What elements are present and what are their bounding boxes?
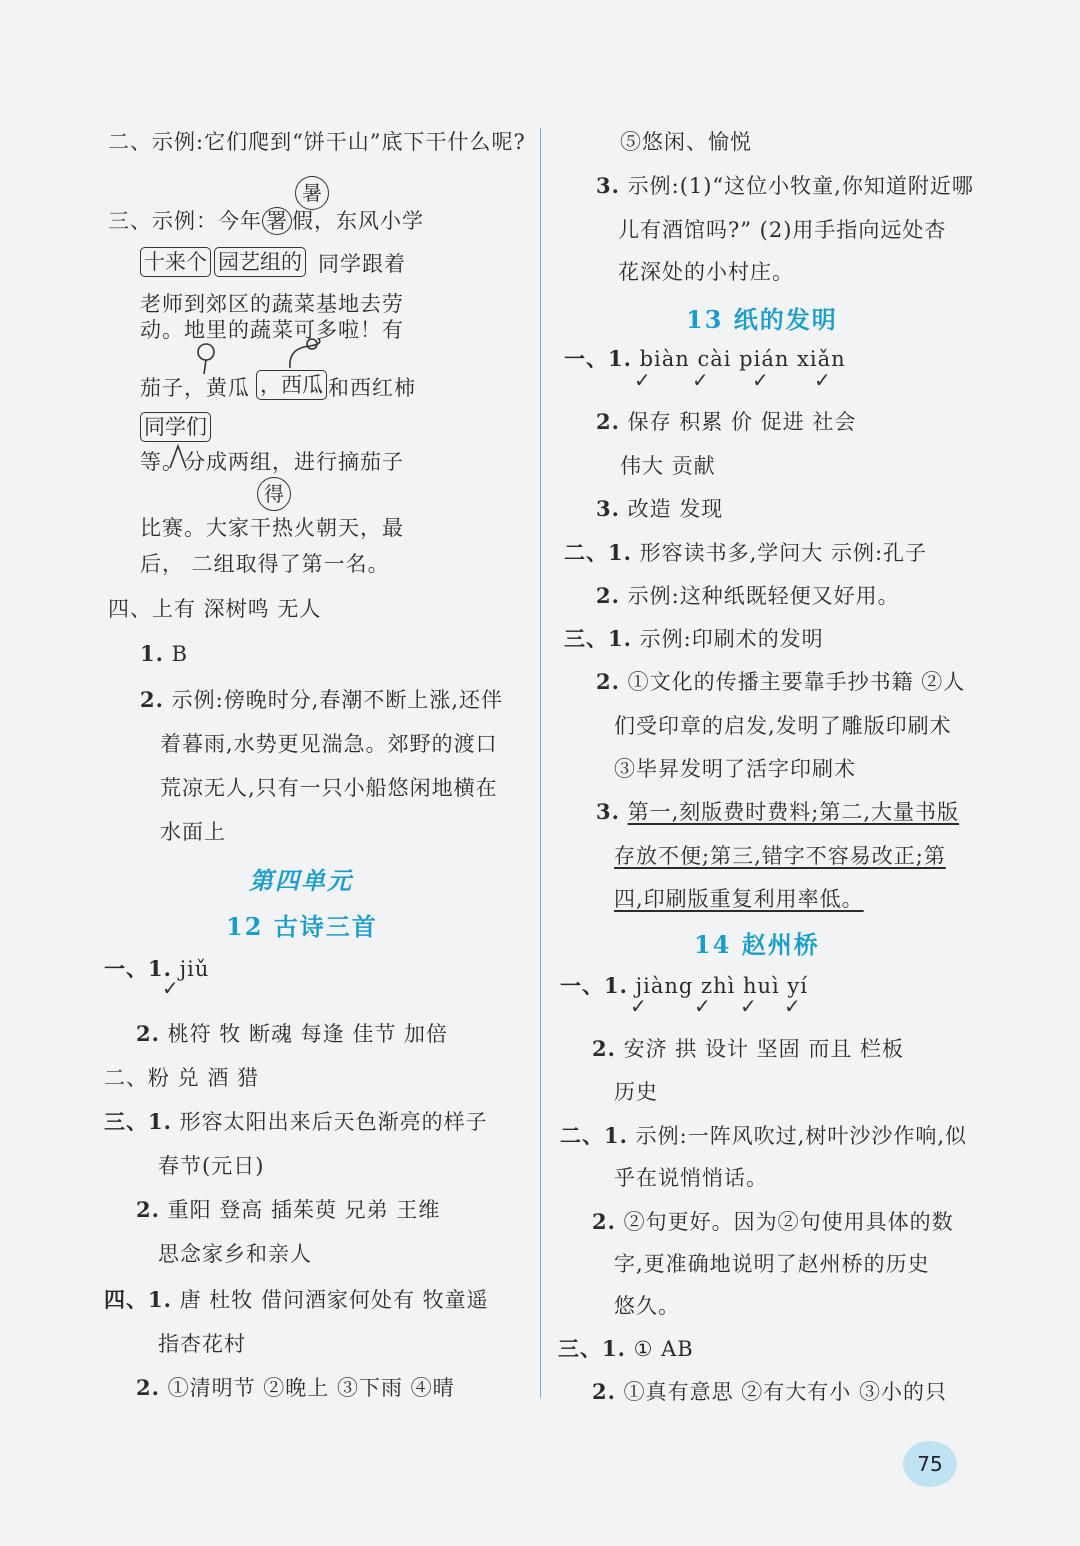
- lesson-title: 14 赵州桥: [694, 930, 820, 959]
- page-number: 75: [903, 1441, 957, 1487]
- answer-line: 2. 安济 拱 设计 坚固 而且 栏板: [592, 1036, 904, 1061]
- answer-line: ⑤悠闲、愉悦: [620, 130, 752, 154]
- column-divider: [540, 128, 541, 1398]
- answer-line: 3. 示例:(1)“这位小牧童,你知道附近哪: [596, 173, 974, 198]
- answer-line: 二、粉 兑 酒 猎: [104, 1066, 260, 1090]
- check-mark: ✓: [814, 368, 831, 392]
- answer-line: 三、1. ① AB: [558, 1336, 694, 1361]
- check-mark: ✓: [630, 994, 647, 1018]
- check-mark: ✓: [694, 994, 711, 1018]
- answer-line: 花深处的小村庄。: [618, 260, 794, 284]
- answer-line: 春节(元日): [158, 1154, 265, 1178]
- lesson-title: 13 纸的发明: [686, 305, 838, 334]
- answer-line: 荒凉无人,只有一只小船悠闲地横在: [160, 776, 498, 800]
- answer-line: 四,印刷版重复利用率低。: [614, 887, 864, 911]
- answer-line: 2. ①文化的传播主要靠手抄书籍 ②人: [596, 669, 966, 694]
- answer-line: 1. B: [140, 641, 189, 666]
- check-mark: ✓: [692, 368, 709, 392]
- answer-line: 二、示例:它们爬到“饼干山”底下干什么呢?: [108, 130, 526, 154]
- check-mark: ✓: [784, 994, 801, 1018]
- proofread-insert-mark: 暑: [295, 176, 329, 210]
- answer-line: 2. ①真有意思 ②有大有小 ③小的只: [592, 1379, 947, 1404]
- check-mark: ✓: [752, 368, 769, 392]
- answer-line: 3. 第一,刻版费时费料;第二,大量书版: [596, 799, 960, 824]
- answer-line: 悠久。: [614, 1294, 680, 1318]
- answer-line: 存放不便;第三,错字不容易改正;第: [614, 844, 946, 868]
- check-mark: ✓: [634, 368, 651, 392]
- answer-line: 2. 保存 积累 价 促进 社会: [596, 409, 857, 434]
- answer-line: 一、1. biàn cài pián xiǎn: [564, 346, 846, 371]
- answer-line: 一、1. jiàng zhì huì yí: [560, 973, 809, 998]
- answer-line: 伟大 贡献: [620, 454, 716, 478]
- answer-line: 三、示例：今年 署 假，东风小学: [108, 209, 424, 233]
- answer-line: 2. 重阳 登高 插茱萸 兄弟 王维: [136, 1197, 441, 1222]
- lesson-title: 12 古诗三首: [226, 912, 378, 941]
- answer-line: 儿有酒馆吗?” (2)用手指向远处杏: [618, 218, 947, 242]
- answer-line: 思念家乡和亲人: [158, 1242, 312, 1266]
- proofread-box: 十来个: [140, 247, 211, 277]
- answer-line: 二、1. 示例:一阵风吹过,树叶沙沙作响,似: [560, 1123, 968, 1148]
- answer-line: 字,更准确地说明了赵州桥的历史: [614, 1252, 930, 1276]
- answer-line: 乎在说悄悄话。: [614, 1166, 768, 1190]
- answer-line: 和西红柿: [328, 376, 416, 400]
- proofread-box: 同学们: [140, 412, 211, 442]
- answer-line: 三、1. 形容太阳出来后天色渐亮的样子: [104, 1109, 488, 1134]
- answer-line: 2. 示例:傍晚时分,春潮不断上涨,还伴: [140, 687, 504, 712]
- answer-line: 同学跟着: [318, 252, 406, 276]
- answer-line: 2. 桃符 牧 断魂 每逢 佳节 加倍: [136, 1021, 448, 1046]
- answer-line: 历史: [614, 1080, 658, 1104]
- answer-line: 2. ①清明节 ②晚上 ③下雨 ④晴: [136, 1375, 455, 1400]
- answer-line: 一、1. jiǔ: [104, 956, 210, 981]
- answer-line: 后， 二组取得了第一名。: [140, 552, 390, 576]
- answer-line: 四、1. 唐 杜牧 借问酒家何处有 牧童遥: [104, 1287, 489, 1312]
- answer-line: 动。地里的蔬菜可多啦！有: [140, 318, 404, 342]
- answer-line: ③毕昇发明了活字印刷术: [614, 757, 856, 781]
- answer-line: 3. 改造 发现: [596, 496, 724, 521]
- check-mark: ✓: [740, 994, 757, 1018]
- answer-line: 二、1. 形容读书多,学问大 示例:孔子: [564, 540, 928, 565]
- proofread-insert-mark: 得: [257, 477, 291, 511]
- check-mark: ✓: [162, 976, 179, 1000]
- answer-line: 指杏花村: [158, 1332, 246, 1356]
- answer-line: 2. ②句更好。因为②句使用具体的数: [592, 1209, 954, 1234]
- answer-line: 着暮雨,水势更见湍急。郊野的渡口: [160, 732, 498, 756]
- answer-line: 等。分成两组，进行摘茄子: [140, 450, 404, 474]
- answer-line: 们受印章的启发,发明了雕版印刷术: [614, 714, 952, 738]
- proofread-box: 园艺组的: [214, 247, 306, 277]
- answer-line: 水面上: [160, 820, 226, 844]
- proofread-box: ，西瓜: [256, 370, 327, 400]
- proofread-circle-mark: 署: [262, 207, 292, 235]
- answer-line: 老师到郊区的蔬菜基地去劳: [140, 292, 404, 316]
- answer-line: 茄子，黄瓜: [140, 376, 250, 400]
- answer-line: 三、1. 示例:印刷术的发明: [564, 626, 824, 651]
- unit-title: 第四单元: [249, 866, 353, 895]
- answer-line: 四、上有 深树鸣 无人: [108, 597, 322, 621]
- answer-line: 比赛。大家干热火朝天，最: [140, 516, 404, 540]
- answer-line: 2. 示例:这种纸既轻便又好用。: [596, 583, 900, 608]
